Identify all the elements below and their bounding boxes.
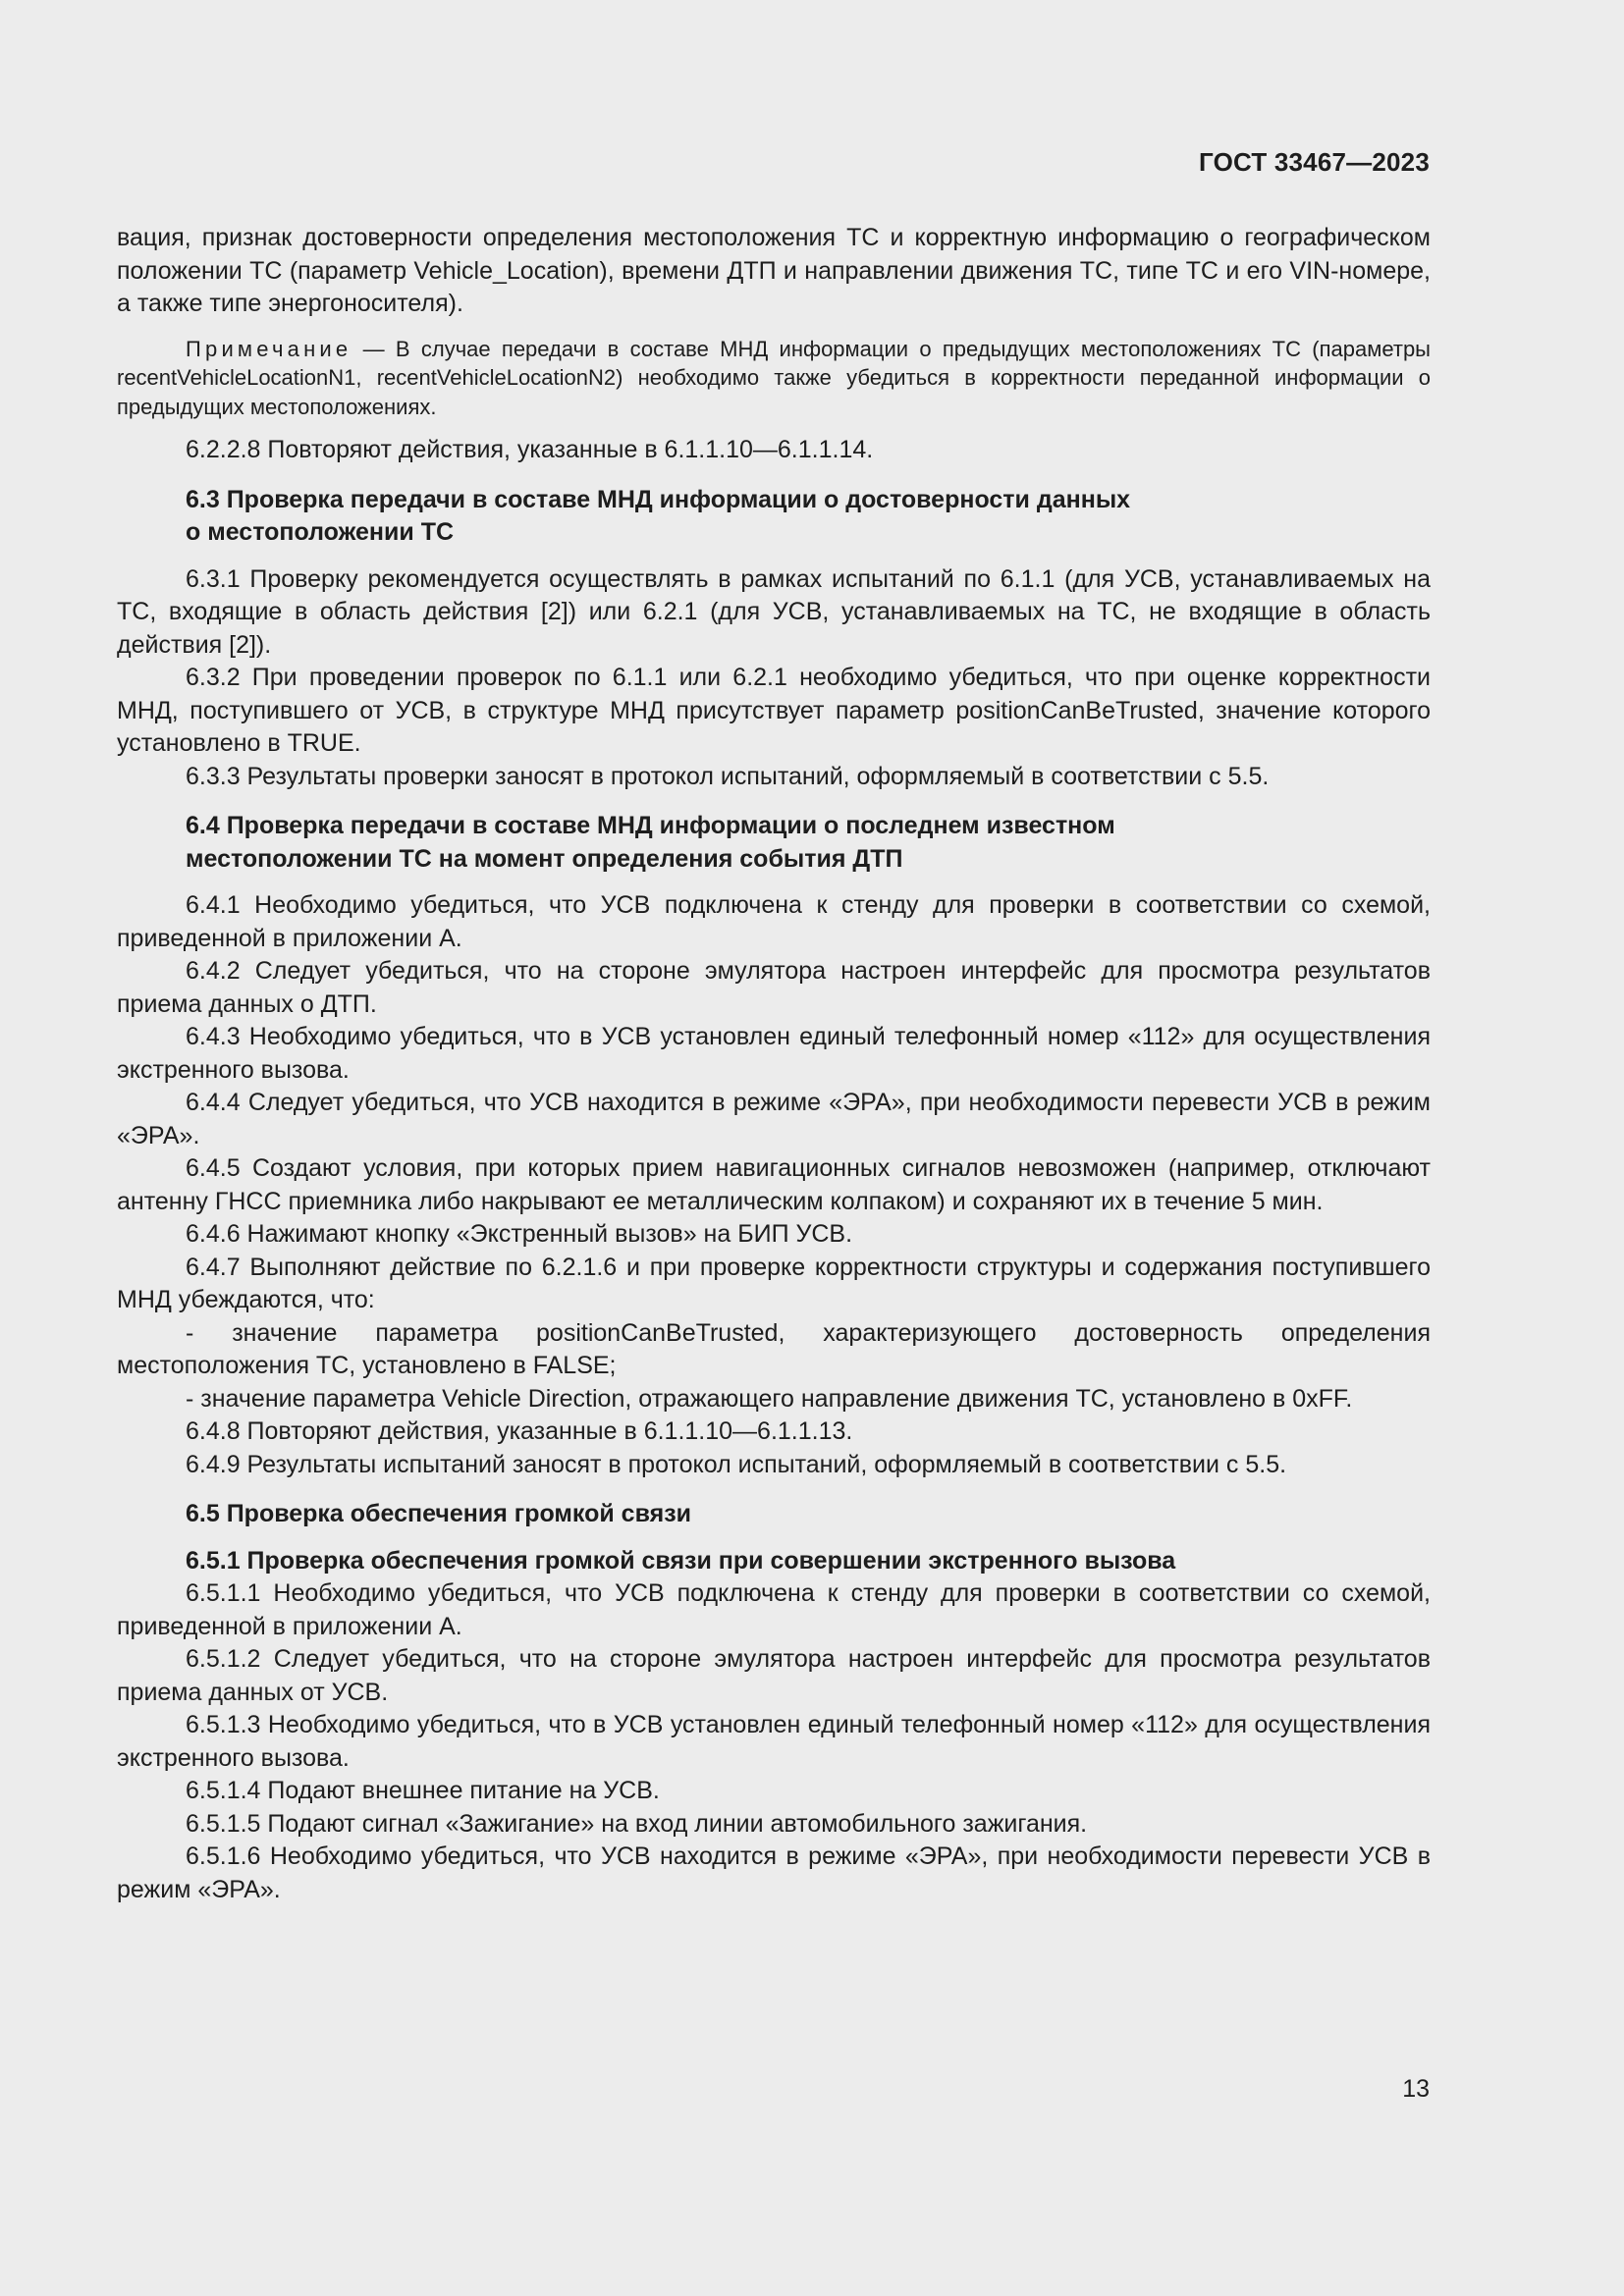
paragraph-6-4-2: 6.4.2 Следует убедиться, что на стороне эмулятора настроен интерфейс для просмотра результатов приема данных о ДТП.	[117, 957, 1431, 1018]
section-heading-6-3-line2: о местоположении ТС	[186, 518, 455, 546]
paragraph-6-4-4: 6.4.4 Следует убедиться, что УСВ находится в режиме «ЭРА», при необходимости перевести УСВ в режим «ЭРА».	[117, 1089, 1431, 1149]
paragraph-6-3-2: 6.3.2 При проведении проверок по 6.1.1 или 6.2.1 необходимо убедиться, что при оценке корректности МНД, поступившего от УСВ, в структуре МНД присутствует параметр positionCanBeTrusted, значение которого установлено в TRUE.	[117, 664, 1431, 757]
section-heading-6-3-line1: 6.3 Проверка передачи в составе МНД информации о достоверности данных	[186, 485, 1131, 513]
paragraph-6-4-6: 6.4.6 Нажимают кнопку «Экстренный вызов» на БИП УСВ.	[186, 1220, 853, 1248]
paragraph-6-3-3: 6.3.3 Результаты проверки заносят в протокол испытаний, оформляемый в соответствии с 5.5.	[186, 762, 1270, 790]
paragraph-6-5-1-3: 6.5.1.3 Необходимо убедиться, что в УСВ установлен единый телефонный номер «112» для осуществления экстренного вызова.	[117, 1711, 1431, 1772]
note-label: Примечание	[186, 336, 352, 361]
paragraph-continuation: вация, признак достоверности определения местоположения ТС и корректную информацию о географическом положении ТС (параметр Vehicle_Location), времени ДТП и направлении движения ТС, типе ТС и его VIN-номере, а также типе энергоносителя).	[117, 224, 1431, 317]
paragraph-6-5-1-2: 6.5.1.2 Следует убедиться, что на стороне эмулятора настроен интерфейс для просмотра результатов приема данных от УСВ.	[117, 1645, 1431, 1706]
list-item-dash-2: - значение параметра Vehicle Direction, отражающего направление движения ТС, установлено в 0xFF.	[186, 1384, 1353, 1413]
paragraph-6-5-1-6: 6.5.1.6 Необходимо убедиться, что УСВ находится в режиме «ЭРА», при необходимости перевести УСВ в режим «ЭРА».	[117, 1842, 1431, 1903]
paragraph-6-4-8: 6.4.8 Повторяют действия, указанные в 6.1.1.10—6.1.1.13.	[186, 1417, 853, 1445]
section-heading-6-5: 6.5 Проверка обеспечения громкой связи	[186, 1500, 691, 1527]
section-heading-6-4-line1: 6.4 Проверка передачи в составе МНД информации о последнем известном	[186, 812, 1115, 839]
note-text: — В случае передачи в составе МНД информации о предыдущих местоположениях ТС (параметры recentVehicleLocationN1, recentVehicleLocationN2) необходимо также убедиться в корректности переданной информации о предыдущих местоположениях.	[117, 336, 1431, 419]
paragraph-6-4-7: 6.4.7 Выполняют действие по 6.2.1.6 и при проверке корректности структуры и содержания поступившего МНД убеждаются, что:	[117, 1253, 1431, 1313]
document-header: ГОСТ 33467—2023	[1199, 147, 1430, 177]
document-body	[117, 222, 1431, 1906]
paragraph-6-4-1: 6.4.1 Необходимо убедиться, что УСВ подключена к стенду для проверки в соответствии со схемой, приведенной в приложении А.	[117, 891, 1431, 952]
paragraph-6-3-1: 6.3.1 Проверку рекомендуется осуществлять в рамках испытаний по 6.1.1 (для УСВ, устанавливаемых на ТС, входящие в область действия [2]) или 6.2.1 (для УСВ, устанавливаемых на ТС, не входящие в область действия [2]).	[117, 564, 1431, 659]
paragraph-6-2-2-8: 6.2.2.8 Повторяют действия, указанные в 6.1.1.10—6.1.1.14.	[186, 436, 874, 463]
paragraph-6-4-9: 6.4.9 Результаты испытаний заносят в протокол испытаний, оформляемый в соответствии с 5.5.	[186, 1450, 1287, 1478]
paragraph-6-5-1-4: 6.5.1.4 Подают внешнее питание на УСВ.	[186, 1777, 660, 1804]
paragraph-6-5-1-5: 6.5.1.5 Подают сигнал «Зажигание» на вход линии автомобильного зажигания.	[186, 1809, 1088, 1838]
section-heading-6-5-1: 6.5.1 Проверка обеспечения громкой связи при совершении экстренного вызова	[186, 1546, 1176, 1575]
paragraph-6-4-3: 6.4.3 Необходимо убедиться, что в УСВ установлен единый телефонный номер «112» для осуществления экстренного вызова.	[117, 1023, 1431, 1084]
paragraph-6-5-1-1: 6.5.1.1 Необходимо убедиться, что УСВ подключена к стенду для проверки в соответствии со схемой, приведенной в приложении А.	[117, 1579, 1431, 1640]
list-item-dash-1: - значение параметра positionCanBeTrusted, характеризующего достоверность определения местоположения ТС, установлено в FALSE;	[117, 1318, 1431, 1379]
page-number: 13	[1402, 2075, 1430, 2103]
paragraph-6-4-5: 6.4.5 Создают условия, при которых прием навигационных сигналов невозможен (например, отключают антенну ГНСС приемника либо накрывают ее металлическим колпаком) и сохраняют их в течение 5 мин.	[117, 1154, 1431, 1215]
section-heading-6-4-line2: местоположении ТС на момент определения события ДТП	[186, 844, 903, 873]
note-paragraph	[117, 335, 1431, 422]
